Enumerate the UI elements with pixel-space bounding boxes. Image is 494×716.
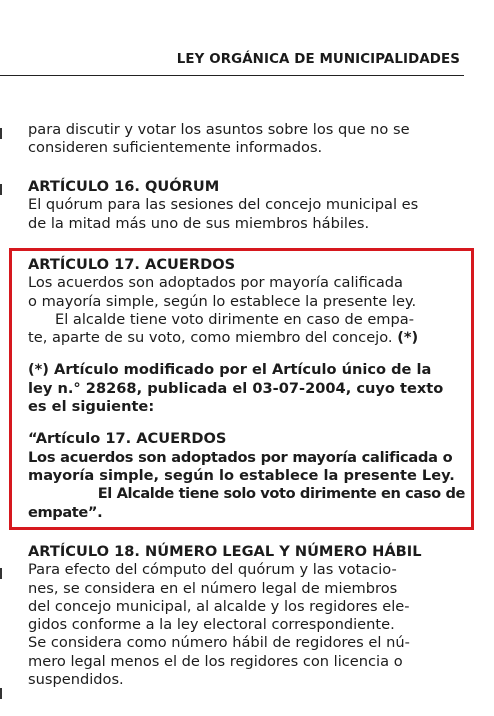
text-line: Los acuerdos son adoptados por mayoría calificada	[28, 274, 403, 292]
text-line	[28, 329, 465, 347]
text-line: mero legal menos el de los regidores con licencia o	[28, 652, 403, 670]
gutter-mark	[0, 688, 6, 699]
footnote-marker: (*)	[397, 329, 419, 347]
text-line: gidos conforme a la ley electoral correspondiente.	[28, 616, 395, 634]
gutter-mark	[0, 128, 6, 139]
text-line: El quórum para las sesiones del concejo municipal es	[28, 196, 419, 214]
running-header: LEY ORGÁNICA DE MUNICIPALIDADES	[176, 52, 460, 67]
text-line: para discutir y votar los asuntos sobre los que no se	[28, 121, 410, 138]
text-line: nes, se considera en el número legal de miembros	[28, 579, 398, 597]
article-heading: ARTÍCULO 16. QUÓRUM	[28, 178, 220, 195]
article-heading: ARTÍCULO 17. ACUERDOS	[28, 256, 236, 273]
gutter-mark	[0, 568, 6, 579]
quoted-line: El Alcalde tiene solo voto dirimente en caso de empate”.	[28, 485, 465, 521]
article-16	[28, 178, 465, 233]
text-span: te, aparte de su voto, como miembro del concejo.	[28, 329, 393, 347]
text-line: Se considera como número hábil de regidores el nú-	[28, 634, 410, 652]
text-line: consideren suficientemente informados.	[28, 139, 323, 157]
text-line: de la mitad más uno de sus miembros hábiles.	[28, 214, 370, 232]
article-18	[28, 543, 465, 689]
text-line: o mayoría simple, según lo establece la presente ley.	[28, 292, 417, 310]
text-line: El alcalde tiene voto dirimente en caso de empa-	[55, 310, 415, 328]
gutter-mark	[0, 184, 6, 195]
note-line: ley n.° 28268, publicada el 03-07-2004, cuyo texto	[28, 379, 444, 397]
quoted-heading: “Artículo 17. ACUERDOS	[28, 430, 227, 448]
top-paragraph	[28, 121, 465, 158]
text-line: suspendidos.	[28, 671, 124, 689]
note-line: es el siguiente:	[28, 398, 155, 416]
text-line: del concejo municipal, al alcalde y los regidores ele-	[28, 597, 410, 615]
text-line: Para efecto del cómputo del quórum y las votacio-	[28, 561, 397, 579]
article-heading: ARTÍCULO 18. NÚMERO LEGAL Y NÚMERO HÁBIL	[28, 543, 422, 560]
header-rule	[0, 75, 464, 76]
quoted-line: mayoría simple, según lo establece la presente Ley.	[28, 466, 455, 484]
note-line: (*) Artículo modificado por el Artículo único de la	[28, 361, 432, 379]
quoted-line: Los acuerdos son adoptados por mayoría calificada o	[28, 448, 453, 466]
article-17	[28, 256, 465, 522]
